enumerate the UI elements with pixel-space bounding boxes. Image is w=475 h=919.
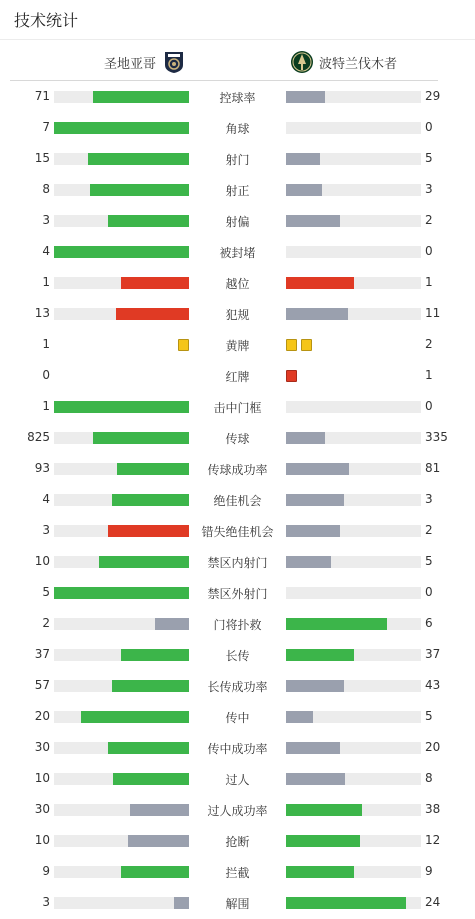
home-value: 4 [42, 492, 50, 506]
home-value: 5 [42, 585, 50, 599]
away-bar-track [286, 215, 421, 227]
home-bar-track [54, 773, 189, 785]
away-value: 1 [425, 368, 433, 382]
away-value: 3 [425, 182, 433, 196]
stat-row [0, 608, 475, 639]
stat-row [0, 143, 475, 174]
home-value: 3 [42, 523, 50, 537]
stat-row [0, 887, 475, 918]
yellow-card-icon [286, 339, 297, 351]
home-bar-track [54, 122, 189, 134]
stat-label: 控球率 [219, 91, 256, 105]
home-value: 4 [42, 244, 50, 258]
stat-label: 射偏 [225, 215, 250, 229]
stat-label: 拦截 [225, 866, 250, 880]
away-bar-fill [286, 153, 320, 165]
stat-label: 长传 [225, 649, 250, 663]
stat-row [0, 422, 475, 453]
home-bar-fill [174, 897, 189, 909]
away-bar-track [286, 463, 421, 475]
home-value: 9 [42, 864, 50, 878]
home-bar-fill [121, 277, 189, 289]
home-bar-track [54, 277, 189, 289]
stat-label: 击中门框 [213, 401, 262, 415]
stat-label: 禁区外射门 [207, 587, 268, 601]
stat-label: 错失绝佳机会 [201, 525, 274, 539]
home-bar-fill [128, 835, 189, 847]
away-value: 2 [425, 523, 433, 537]
home-value: 1 [42, 275, 50, 289]
home-bar-fill [117, 463, 189, 475]
home-bar-track [54, 804, 189, 816]
away-value: 335 [425, 430, 448, 444]
stat-row [0, 329, 475, 360]
home-value: 93 [34, 461, 50, 475]
stat-row [0, 515, 475, 546]
home-bar-track [54, 649, 189, 661]
home-value: 30 [34, 802, 50, 816]
away-bar-track [286, 897, 421, 909]
stat-label: 传中 [225, 711, 250, 725]
portland-timbers-crest-icon [290, 50, 314, 74]
stat-label: 过人 [225, 773, 250, 787]
stat-label: 犯规 [225, 308, 250, 322]
away-bar-track [286, 711, 421, 723]
home-bar-track [54, 618, 189, 630]
home-value: 10 [34, 833, 50, 847]
away-value: 5 [425, 709, 433, 723]
away-bar-fill [286, 835, 360, 847]
stat-row [0, 360, 475, 391]
away-bar-track [286, 122, 421, 134]
home-bar-fill [112, 494, 189, 506]
away-value: 0 [425, 399, 433, 413]
home-bar-fill [108, 215, 189, 227]
stat-label: 传球成功率 [207, 463, 268, 477]
away-bar-track [286, 742, 421, 754]
stat-row [0, 825, 475, 856]
home-bar-track [54, 432, 189, 444]
away-value: 20 [425, 740, 441, 754]
home-value: 30 [34, 740, 50, 754]
home-value: 2 [42, 616, 50, 630]
away-value: 12 [425, 833, 441, 847]
stat-row [0, 639, 475, 670]
away-bar-track [286, 866, 421, 878]
stat-row [0, 298, 475, 329]
home-value: 0 [42, 368, 50, 382]
home-bar-fill [155, 618, 189, 630]
stat-row [0, 856, 475, 887]
stat-row [0, 112, 475, 143]
home-bar-fill [93, 432, 189, 444]
away-bar-track [286, 525, 421, 537]
away-bar-fill [286, 91, 325, 103]
away-bar-fill [286, 866, 354, 878]
stat-label: 传球 [225, 432, 250, 446]
home-bar-track [54, 525, 189, 537]
stat-row [0, 174, 475, 205]
away-bar-track [286, 649, 421, 661]
home-bar-fill [130, 804, 189, 816]
away-value: 5 [425, 151, 433, 165]
home-bar-fill [54, 587, 189, 599]
away-bar-fill [286, 711, 313, 723]
away-bar-track [286, 184, 421, 196]
away-value: 6 [425, 616, 433, 630]
away-bar-fill [286, 525, 340, 537]
stat-label: 过人成功率 [207, 804, 268, 818]
away-bar-fill [286, 618, 387, 630]
home-value: 3 [42, 213, 50, 227]
home-bar-fill [54, 122, 189, 134]
away-bar-fill [286, 804, 362, 816]
stat-row [0, 453, 475, 484]
san-diego-fc-crest-icon [162, 50, 186, 74]
home-bar-fill [81, 711, 189, 723]
away-bar-track [286, 556, 421, 568]
away-bar-fill [286, 649, 354, 661]
yellow-card-icon [178, 339, 189, 351]
stat-row [0, 236, 475, 267]
stat-label: 绝佳机会 [213, 494, 262, 508]
stat-label: 射门 [225, 153, 250, 167]
home-bar-fill [93, 91, 189, 103]
away-bar-fill [286, 897, 406, 909]
home-bar-track [54, 742, 189, 754]
stat-row [0, 763, 475, 794]
away-value: 29 [425, 89, 441, 103]
away-bar-track [286, 401, 421, 413]
away-value: 0 [425, 585, 433, 599]
stat-label: 越位 [225, 277, 250, 291]
stat-label: 门将扑救 [213, 618, 262, 632]
home-value: 1 [42, 337, 50, 351]
away-value: 11 [425, 306, 441, 320]
away-value: 38 [425, 802, 441, 816]
stat-row [0, 484, 475, 515]
stat-row [0, 546, 475, 577]
stat-label: 被封堵 [219, 246, 256, 260]
home-bar-fill [112, 680, 189, 692]
stat-row [0, 794, 475, 825]
home-value: 10 [34, 554, 50, 568]
home-bar-track [54, 835, 189, 847]
home-value: 13 [34, 306, 50, 320]
home-value: 10 [34, 771, 50, 785]
home-value: 825 [27, 430, 50, 444]
home-value: 7 [42, 120, 50, 134]
home-team-name: 圣地亚哥 [103, 56, 156, 72]
stat-label: 禁区内射门 [207, 556, 268, 570]
away-bar-track [286, 773, 421, 785]
away-bar-fill [286, 277, 354, 289]
away-bar-fill [286, 494, 344, 506]
away-cards [286, 339, 312, 351]
away-value: 3 [425, 492, 433, 506]
away-bar-fill [286, 556, 331, 568]
home-bar-fill [54, 246, 189, 258]
home-bar-track [54, 711, 189, 723]
home-bar-track [54, 680, 189, 692]
red-card-icon [286, 370, 297, 382]
home-bar-fill [88, 153, 189, 165]
home-bar-track [54, 91, 189, 103]
home-team[interactable] [104, 49, 186, 75]
page-header [0, 0, 475, 40]
stat-label: 红牌 [225, 370, 250, 384]
home-bar-track [54, 494, 189, 506]
stat-row [0, 81, 475, 112]
home-bar-track [54, 556, 189, 568]
away-value: 81 [425, 461, 441, 475]
stat-row [0, 267, 475, 298]
home-value: 71 [34, 89, 50, 103]
home-bar-fill [108, 742, 189, 754]
away-value: 0 [425, 120, 433, 134]
home-value: 20 [34, 709, 50, 723]
away-bar-fill [286, 184, 322, 196]
home-bar-track [54, 463, 189, 475]
away-bar-track [286, 277, 421, 289]
home-bar-fill [113, 773, 189, 785]
home-value: 57 [34, 678, 50, 692]
away-bar-track [286, 153, 421, 165]
away-bar-fill [286, 742, 340, 754]
home-bar-track [54, 587, 189, 599]
away-value: 2 [425, 337, 433, 351]
away-value: 9 [425, 864, 433, 878]
stat-row [0, 670, 475, 701]
stat-label: 黄牌 [225, 339, 250, 353]
home-bar-track [54, 215, 189, 227]
stat-label: 传中成功率 [207, 742, 268, 756]
stat-label: 射正 [225, 184, 250, 198]
away-bar-track [286, 835, 421, 847]
away-bar-track [286, 804, 421, 816]
away-bar-fill [286, 215, 340, 227]
away-bar-fill [286, 463, 349, 475]
away-value: 24 [425, 895, 441, 909]
away-bar-fill [286, 308, 348, 320]
yellow-card-icon [301, 339, 312, 351]
home-bar-fill [54, 401, 189, 413]
home-bar-track [54, 866, 189, 878]
away-bar-fill [286, 680, 344, 692]
stat-label: 长传成功率 [207, 680, 268, 694]
home-value: 1 [42, 399, 50, 413]
home-bar-track [54, 246, 189, 258]
stat-row [0, 205, 475, 236]
away-bar-track [286, 246, 421, 258]
away-value: 8 [425, 771, 433, 785]
stat-row [0, 391, 475, 422]
page-title: 技术统计 [14, 11, 79, 30]
away-bar-track [286, 308, 421, 320]
away-value: 5 [425, 554, 433, 568]
home-cards [178, 339, 189, 351]
home-bar-fill [121, 866, 189, 878]
home-bar-fill [121, 649, 189, 661]
away-team-name: 波特兰伐木者 [319, 56, 398, 72]
home-bar-fill [90, 184, 189, 196]
away-value: 43 [425, 678, 441, 692]
home-value: 3 [42, 895, 50, 909]
away-team[interactable] [290, 49, 397, 75]
home-bar-track [54, 308, 189, 320]
home-value: 8 [42, 182, 50, 196]
home-value: 37 [34, 647, 50, 661]
away-value: 2 [425, 213, 433, 227]
home-bar-track [54, 184, 189, 196]
away-bar-track [286, 494, 421, 506]
away-bar-track [286, 680, 421, 692]
stat-label: 角球 [225, 122, 250, 136]
home-bar-fill [116, 308, 189, 320]
away-bar-fill [286, 773, 345, 785]
home-bar-track [54, 897, 189, 909]
away-bar-track [286, 432, 421, 444]
home-bar-fill [108, 525, 189, 537]
teams-header [10, 41, 438, 81]
away-value: 37 [425, 647, 441, 661]
away-bar-fill [286, 432, 325, 444]
home-value: 15 [34, 151, 50, 165]
away-bar-track [286, 91, 421, 103]
away-bar-track [286, 618, 421, 630]
away-value: 0 [425, 244, 433, 258]
away-cards [286, 370, 297, 382]
stat-label: 解围 [225, 897, 250, 911]
stat-label: 抢断 [225, 835, 250, 849]
away-bar-track [286, 587, 421, 599]
stat-row [0, 701, 475, 732]
home-bar-track [54, 153, 189, 165]
home-bar-fill [99, 556, 189, 568]
home-bar-track [54, 401, 189, 413]
stat-row [0, 577, 475, 608]
away-value: 1 [425, 275, 433, 289]
stat-row [0, 732, 475, 763]
